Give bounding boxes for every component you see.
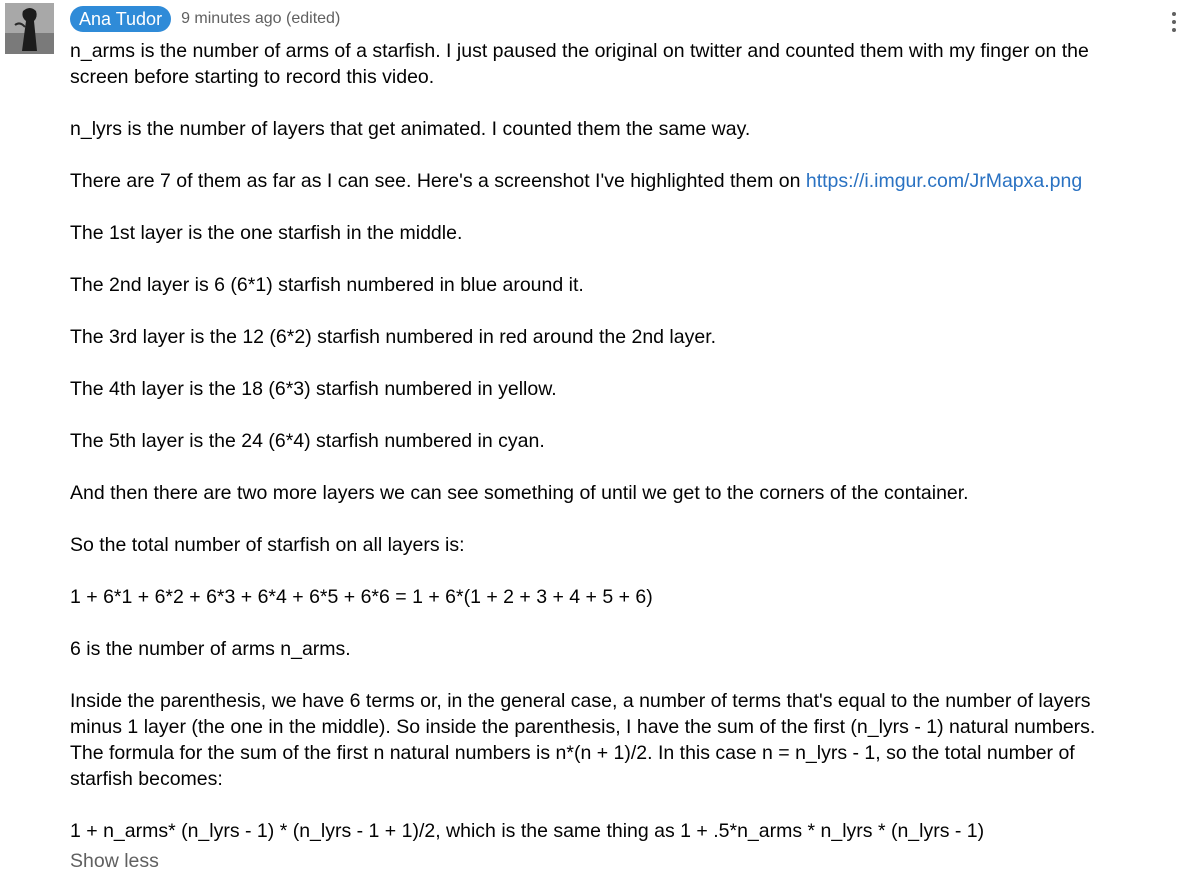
comment-line: minus 1 layer (the one in the middle). So inside the parenthesis, I have the sum of the first (n_lyrs - 1) natural numbers. [70,716,1096,738]
comment-paragraph: The 3rd layer is the 12 (6*2) starfish numbered in red around the 2nd layer. [70,326,717,348]
comment-line: Inside the parenthesis, we have 6 terms or, in the general case, a number of terms that's equal to the number of layers [70,690,1091,712]
author-name-chip[interactable]: Ana Tudor [70,6,171,32]
comment-line: There are 7 of them as far as I can see. Here's a screenshot I've highlighted them on [70,170,806,192]
comment-body [70,38,1160,870]
comment-paragraph: The 5th layer is the 24 (6*4) starfish numbered in cyan. [70,430,545,452]
comment-line: starfish becomes: [70,768,223,790]
user-avatar[interactable] [5,3,54,54]
more-vertical-icon[interactable] [1166,10,1182,38]
comment-paragraph: The 1st layer is the one starfish in the middle. [70,222,463,244]
comment-paragraph: The 4th layer is the 18 (6*3) starfish numbered in yellow. [70,378,557,400]
comment-header [70,5,340,33]
comment-line: The formula for the sum of the first n natural numbers is n*(n + 1)/2. In this case n = n_lyrs - 1, so the total number of [70,742,1075,764]
comment-paragraph: 6 is the number of arms n_arms. [70,638,351,660]
comment-paragraph: The 2nd layer is 6 (6*1) starfish numbered in blue around it. [70,274,584,296]
comment-paragraph: So the total number of starfish on all layers is: [70,534,465,556]
avatar-image [5,3,54,54]
comment-timestamp[interactable]: 9 minutes ago (edited) [181,10,341,27]
comment-line: screen before starting to record this video. [70,66,435,88]
comment-paragraph: n_lyrs is the number of layers that get animated. I counted them the same way. [70,118,751,140]
comment-line: n_arms is the number of arms of a starfish. I just paused the original on twitter and counted them with my finger on the [70,40,1089,62]
comment-paragraph [70,38,1160,90]
screenshot-link[interactable]: https://i.imgur.com/JrMapxa.png [805,170,1083,192]
comment-paragraph [70,168,1160,194]
show-less-button[interactable]: Show less [70,850,159,872]
formula-line: 1 + n_arms* (n_lyrs - 1) * (n_lyrs - 1 + 1)/2, which is the same thing as 1 + .5*n_arms * n_lyrs * (n_lyrs - 1) [70,820,985,842]
comment-paragraph: And then there are two more layers we can see something of until we get to the corners of the container. [70,482,969,504]
comment-paragraph [70,688,1160,792]
formula-line: 1 + 6*1 + 6*2 + 6*3 + 6*4 + 6*5 + 6*6 = 1 + 6*(1 + 2 + 3 + 4 + 5 + 6) [70,586,653,608]
